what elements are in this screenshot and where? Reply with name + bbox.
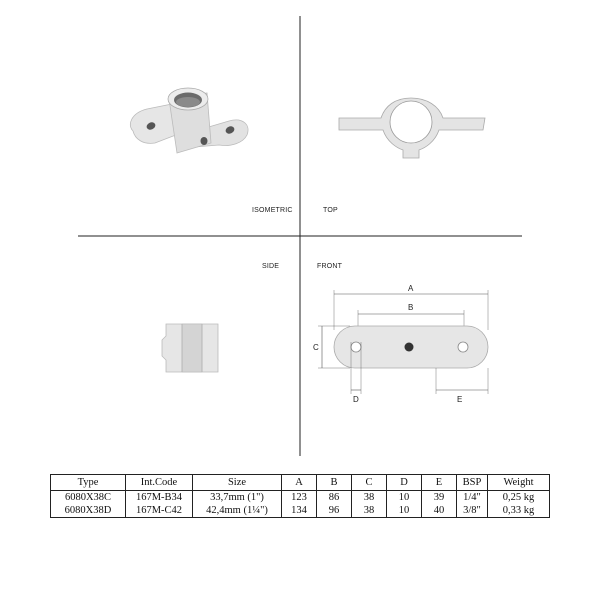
- cell-int-code: 167M-B34: [126, 491, 193, 505]
- column-header-e: E: [422, 475, 457, 491]
- cell-size: 42,4mm (1¼"): [193, 504, 282, 518]
- cell-size: 33,7mm (1"): [193, 491, 282, 505]
- cell-int-code: 167M-C42: [126, 504, 193, 518]
- top-view-drawing: [333, 90, 493, 160]
- dimension-b-label: B: [408, 303, 414, 312]
- column-header-d: D: [387, 475, 422, 491]
- isometric-view-label: ISOMETRIC: [252, 207, 293, 214]
- table-row: [51, 504, 550, 518]
- cell-weight: 0,25 kg: [488, 491, 550, 505]
- cell-type: 6080X38C: [51, 491, 126, 505]
- cell-e: 40: [422, 504, 457, 518]
- table-row: [51, 491, 550, 505]
- cell-c: 38: [352, 504, 387, 518]
- cell-d: 10: [387, 491, 422, 505]
- cell-weight: 0,33 kg: [488, 504, 550, 518]
- column-header-int-code: Int.Code: [126, 475, 193, 491]
- column-header-type: Type: [51, 475, 126, 491]
- column-header-c: C: [352, 475, 387, 491]
- cell-a: 123: [282, 491, 317, 505]
- dimension-a-label: A: [408, 284, 414, 293]
- dimension-d-label: D: [353, 395, 359, 404]
- side-view-drawing: [158, 318, 228, 378]
- dimension-e-label: E: [457, 395, 463, 404]
- column-header-size: Size: [193, 475, 282, 491]
- column-header-weight: Weight: [488, 475, 550, 491]
- cell-c: 38: [352, 491, 387, 505]
- cell-bsp: 3/8": [457, 504, 488, 518]
- cell-b: 96: [317, 504, 352, 518]
- column-header-b: B: [317, 475, 352, 491]
- cell-b: 86: [317, 491, 352, 505]
- dimension-c-label: C: [313, 343, 319, 352]
- side-view-label: SIDE: [262, 263, 280, 270]
- column-header-bsp: BSP: [457, 475, 488, 491]
- isometric-view-drawing: [125, 85, 265, 165]
- cell-bsp: 1/4": [457, 491, 488, 505]
- specification-table: [50, 474, 550, 518]
- cell-type: 6080X38D: [51, 504, 126, 518]
- front-view-label: FRONT: [317, 263, 343, 270]
- table-header-row: [51, 475, 550, 491]
- top-view-label: TOP: [323, 207, 338, 214]
- column-header-a: A: [282, 475, 317, 491]
- front-view-drawing: [310, 282, 510, 412]
- cell-d: 10: [387, 504, 422, 518]
- cell-e: 39: [422, 491, 457, 505]
- cell-a: 134: [282, 504, 317, 518]
